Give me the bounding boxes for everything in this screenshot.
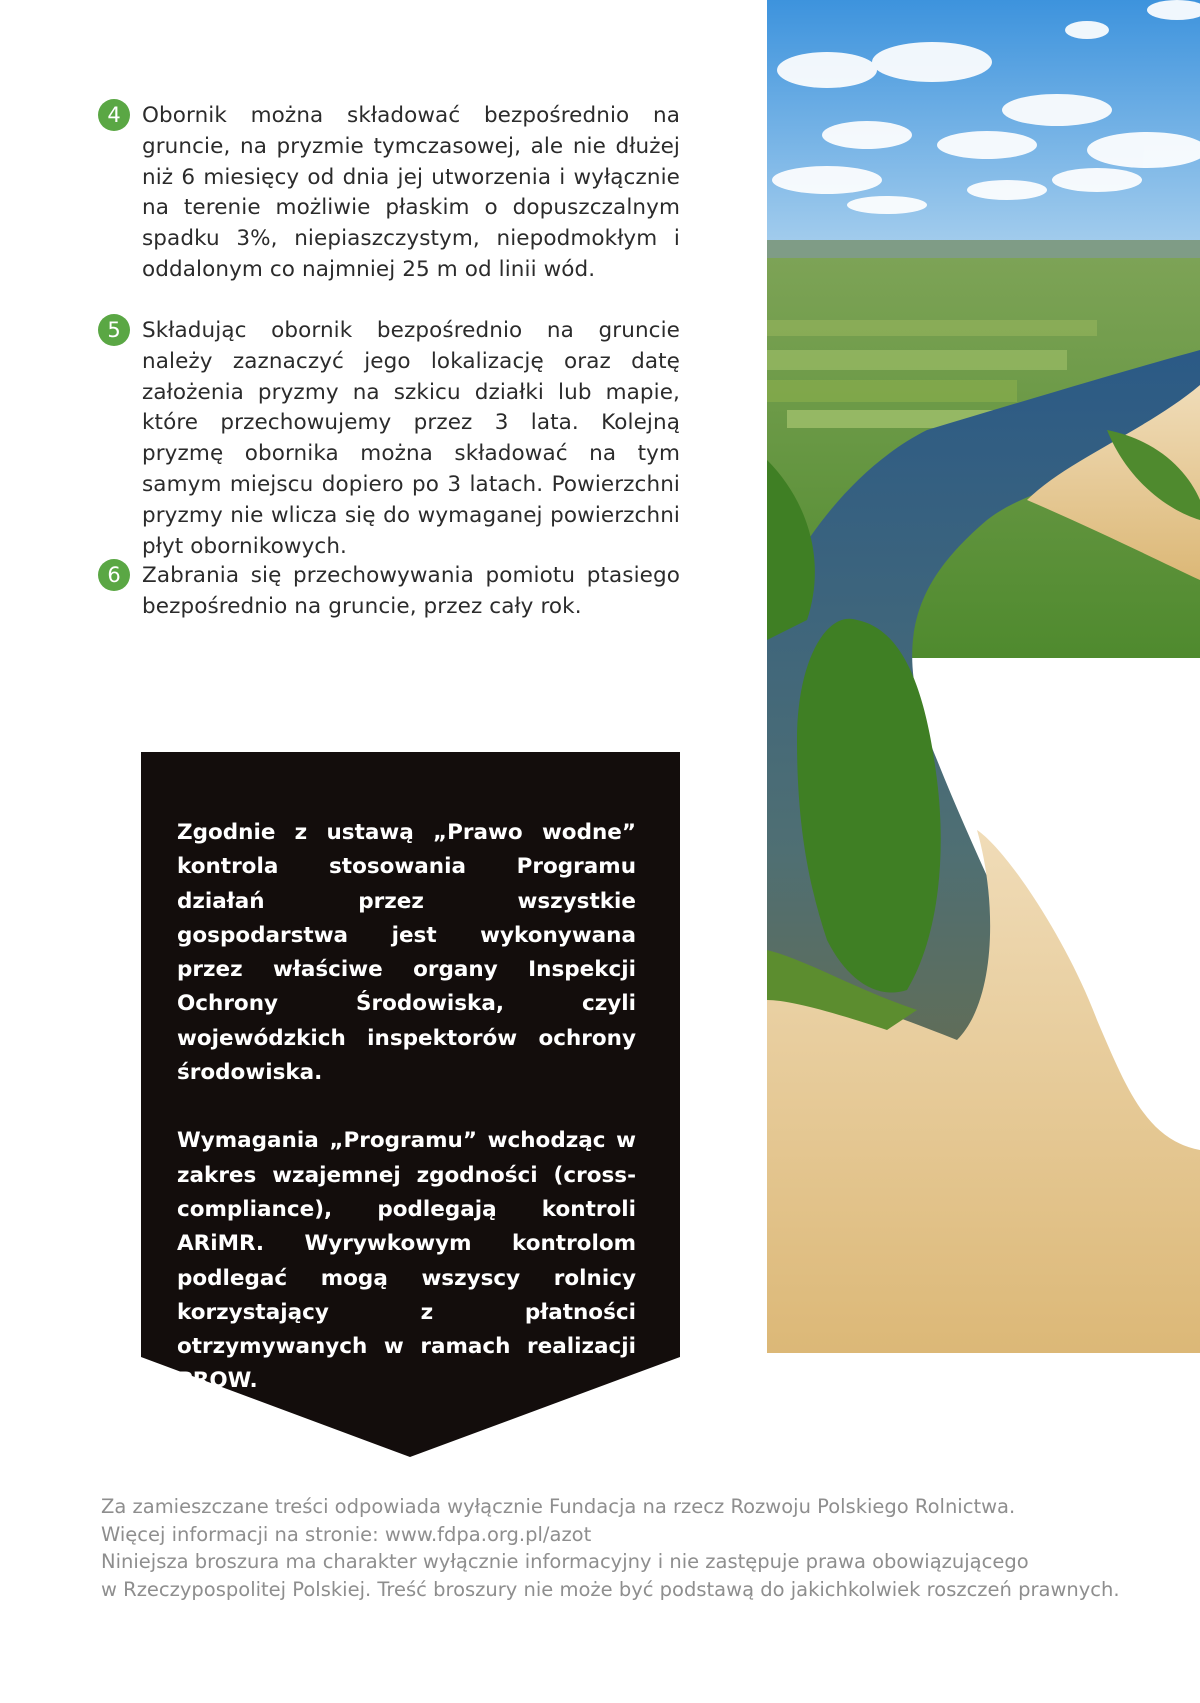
list-item-5 — [98, 316, 680, 562]
list-item-text: Zabrania się przechowywania pomiotu ptasiego bezpośrednio na gruncie, przez cały rok. — [142, 563, 680, 619]
river-aerial-photo — [767, 0, 1200, 1353]
info-paragraph-1: Zgodnie z ustawą „Prawo wodne” kontrola stosowania Programu działań przez wszystkie gospodarstwa jest wykonywana przez właściwe organy Inspekcji Ochrony Środowiska, czyli wojewódzkich inspektorów ochrony środowiska. — [177, 820, 636, 1086]
footer-line: Niniejsza broszura ma charakter wyłącznie informacyjny i nie zastępuje prawa obowiązującego — [101, 1550, 1029, 1573]
info-paragraph-2: Wymagania „Programu” wchodząc w zakres wzajemnej zgodności (cross-compliance), podlegają kontroli ARiMR. Wyrywkowym kontrolom podlegać mogą wszyscy rolnicy korzystający z płatności otrzymywanych w ramach realizacji PROW. — [177, 1128, 636, 1394]
list-item-6 — [98, 561, 680, 623]
number-badge: 4 — [98, 99, 130, 131]
number-badge: 5 — [98, 314, 130, 346]
list-item-text: Obornik można składować bezpośrednio na gruncie, na pryzmie tymczasowej, ale nie dłużej niż 6 miesięcy od dnia jej utworzenia i wyłącznie na terenie możliwie płaskim o dopuszczalnym spadku 3%, niepiaszczystym, niepodmokłym i oddalonym co najmniej 25 m od linii wód. — [142, 103, 680, 282]
list-item-4 — [98, 101, 680, 286]
footer-disclaimer — [101, 1493, 1161, 1603]
info-box — [141, 752, 680, 1457]
number-badge: 6 — [98, 559, 130, 591]
list-item-text: Składując obornik bezpośrednio na gruncie należy zaznaczyć jego lokalizację oraz datę założenia pryzmy na szkicu działki lub mapie, które przechowujemy przez 3 lata. Kolejną pryzmę obornika można składować na tym samym miejscu dopiero po 3 latach. Powierzchni pryzmy nie wlicza się do wymaganej powierzchni płyt obornikowych. — [142, 318, 680, 559]
footer-line: w Rzeczypospolitej Polskiej. Treść broszury nie może być podstawą do jakichkolwiek roszczeń prawnych. — [101, 1577, 1120, 1601]
footer-line: Więcej informacji na stronie: www.fdpa.org.pl/azot — [101, 1522, 592, 1546]
footer-line: Za zamieszczane treści odpowiada wyłącznie Fundacja na rzecz Rozwoju Polskiego Rolnictwa. — [101, 1495, 1016, 1518]
